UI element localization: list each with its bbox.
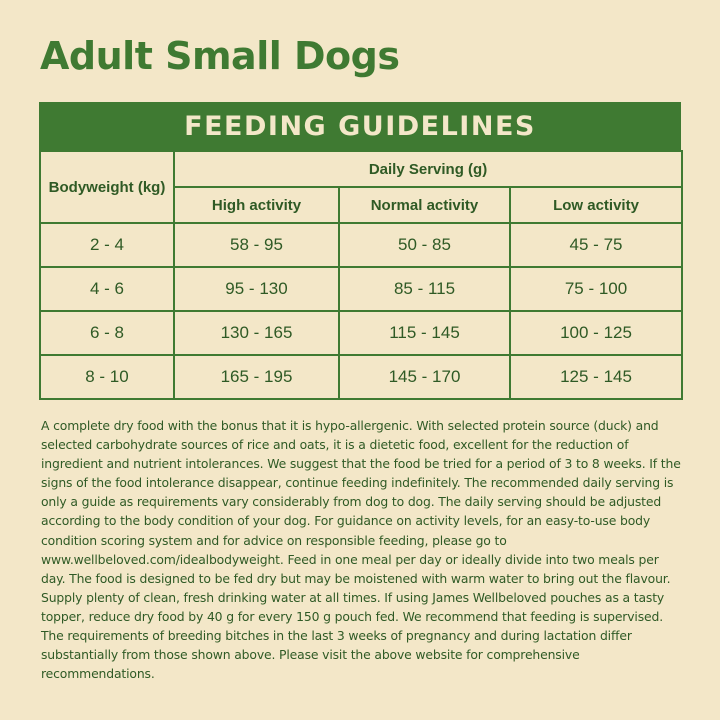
normal-activity-header: Normal activity [339,187,510,223]
low-cell: 45 - 75 [510,223,682,267]
header-row [40,151,682,187]
high-cell: 95 - 130 [174,267,339,311]
page-title: Adult Small Dogs [40,34,400,78]
table-row [40,311,682,355]
feeding-table-container [39,102,681,400]
high-cell: 165 - 195 [174,355,339,399]
low-activity-header: Low activity [510,187,682,223]
high-activity-header: High activity [174,187,339,223]
table-row [40,267,682,311]
normal-cell: 115 - 145 [339,311,510,355]
product-description: A complete dry food with the bonus that it is hypo-allergenic. With selected protein source (duck) and selected carbohydrate sources of rice and oats, it is a dietetic food, excellent for the reduction of ingredient and nutrient intolerances. We suggest that the food be tried for a period of 3 to 8 weeks. If the signs of the food intolerance disappear, continue feeding indefinitely. The recommended daily serving is only a guide as requirements vary considerably from dog to dog. The daily serving should be adjusted according to the body condition of your dog. For guidance on activity levels, for an easy-to-use body condition scoring system and for advice on responsible feeding, please go to www.wellbeloved.com/idealbodyweight. Feed in one meal per day or ideally divide into two meals per day. The food is designed to be fed dry but may be moistened with warm water to bring out the flavour. Supply plenty of clean, fresh drinking water at all times. If using James Wellbeloved pouches as a tasty topper, reduce dry food by 40 g for every 150 g pouch fed. We recommend that feeding is supervised. The requirements of breeding bitches in the last 3 weeks of pregnancy and during lactation differ substantially from those shown above. Please visit the above website for comprehensive recommendations. [41,418,681,682]
low-cell: 100 - 125 [510,311,682,355]
feeding-guidelines-banner: FEEDING GUIDELINES [39,102,681,150]
low-cell: 125 - 145 [510,355,682,399]
weight-cell: 6 - 8 [40,311,174,355]
bodyweight-header: Bodyweight (kg) [40,151,174,223]
high-cell: 58 - 95 [174,223,339,267]
weight-cell: 4 - 6 [40,267,174,311]
normal-cell: 145 - 170 [339,355,510,399]
weight-cell: 2 - 4 [40,223,174,267]
table-row [40,355,682,399]
normal-cell: 50 - 85 [339,223,510,267]
feeding-table [39,150,683,400]
normal-cell: 85 - 115 [339,267,510,311]
table-row [40,223,682,267]
daily-serving-header: Daily Serving (g) [174,151,682,187]
low-cell: 75 - 100 [510,267,682,311]
weight-cell: 8 - 10 [40,355,174,399]
high-cell: 130 - 165 [174,311,339,355]
